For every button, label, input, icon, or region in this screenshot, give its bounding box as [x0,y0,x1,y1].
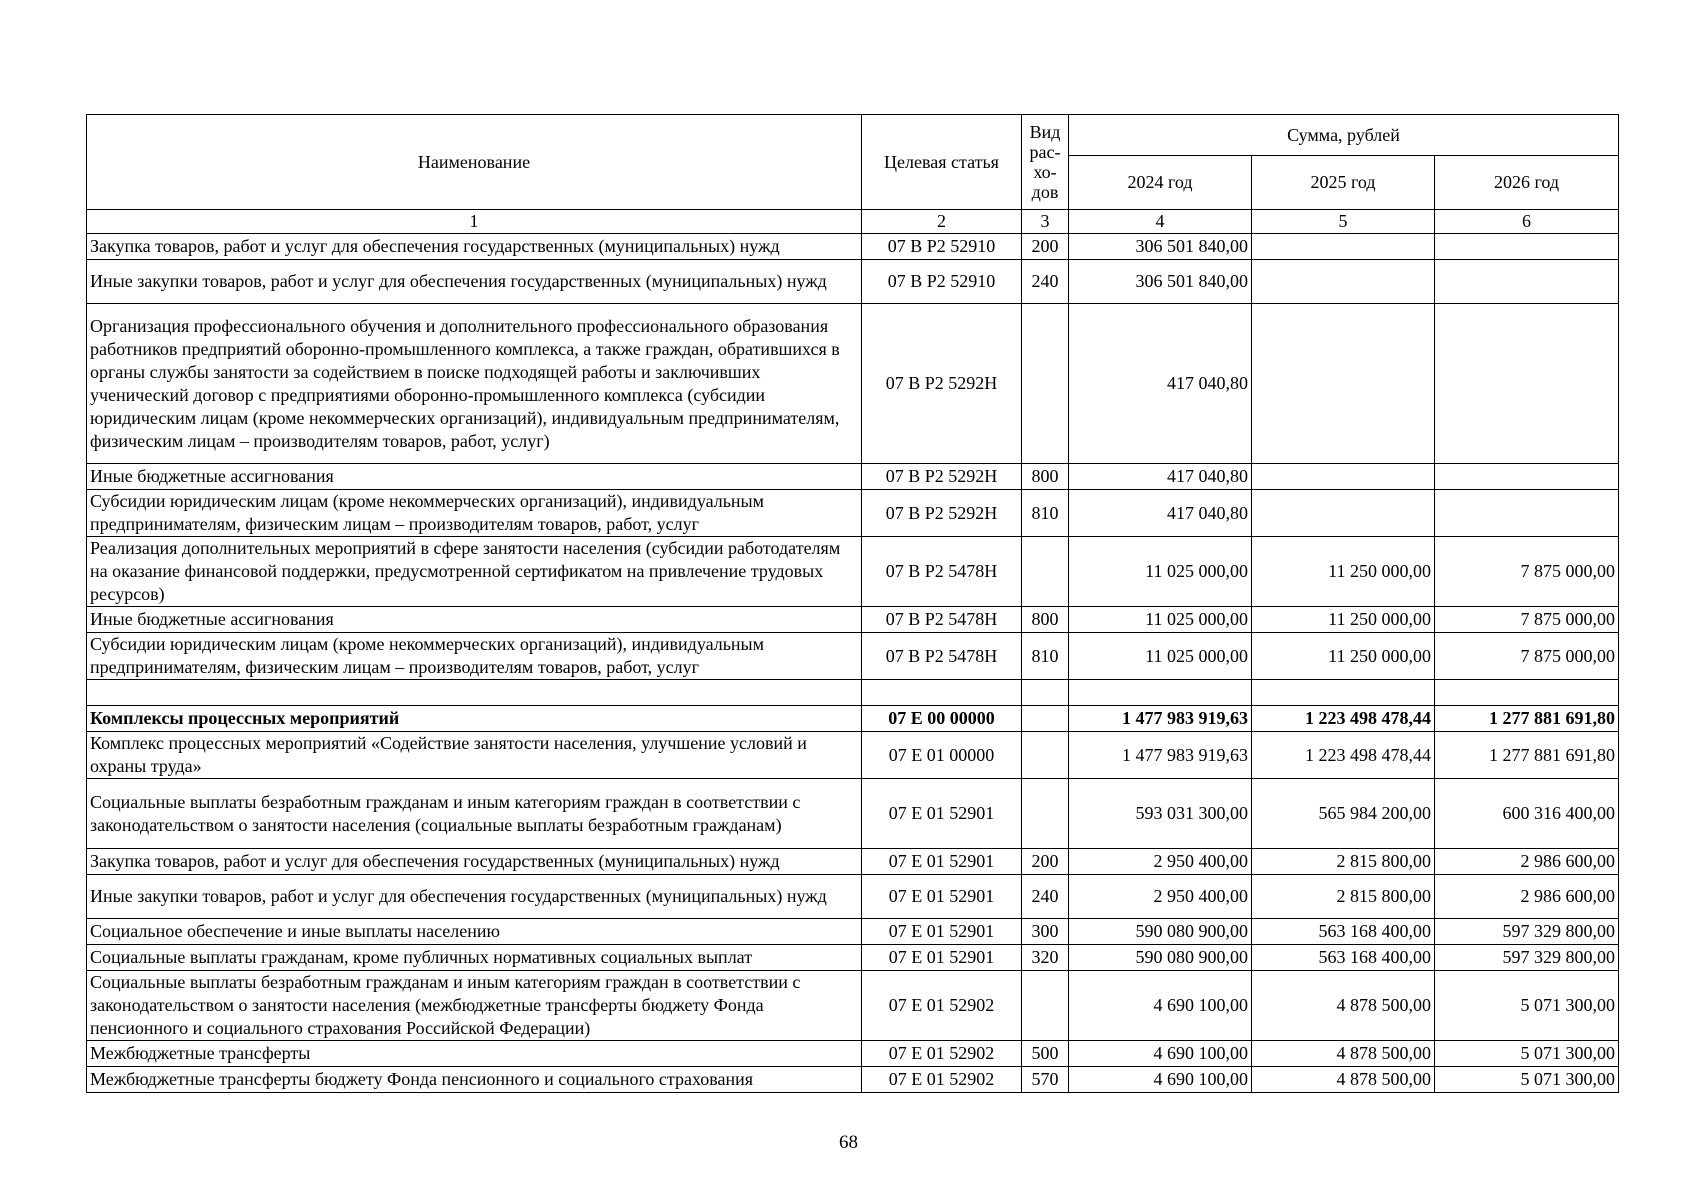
row-sum-2025: 565 984 200,00 [1252,779,1435,849]
row-name [87,680,862,706]
table-row [87,490,1619,537]
row-sum-2026: 1 277 881 691,80 [1435,706,1619,732]
row-target-code: 07 В Р2 5478Н [862,537,1022,607]
row-expense-kind: 200 [1022,849,1069,875]
row-sum-2024: 11 025 000,00 [1069,537,1252,607]
row-sum-2024: 11 025 000,00 [1069,633,1252,680]
row-name: Реализация дополнительных мероприятий в сфере занятости населения (субсидии работодателям на оказание финансовой поддержки, предусмотренной сертификатом на привлечение трудовых ресурсов) [87,537,862,607]
row-target-code: 07 В Р2 5478Н [862,607,1022,633]
table-row [87,849,1619,875]
row-target-code: 07 Е 01 52901 [862,849,1022,875]
row-sum-2025 [1252,304,1435,464]
row-sum-2024: 590 080 900,00 [1069,945,1252,971]
row-sum-2025: 11 250 000,00 [1252,633,1435,680]
row-name: Межбюджетные трансферты бюджету Фонда пенсионного и социального страхования [87,1067,862,1093]
column-number-row [87,210,1619,234]
row-sum-2025: 2 815 800,00 [1252,849,1435,875]
table-row [87,779,1619,849]
row-expense-kind: 800 [1022,464,1069,490]
row-target-code: 07 Е 01 52901 [862,945,1022,971]
row-expense-kind [1022,706,1069,732]
row-expense-kind: 800 [1022,607,1069,633]
column-number: 6 [1435,210,1619,234]
row-sum-2026: 2 986 600,00 [1435,875,1619,919]
row-sum-2024: 306 501 840,00 [1069,260,1252,304]
table-row [87,971,1619,1041]
table-row [87,464,1619,490]
row-sum-2026: 7 875 000,00 [1435,537,1619,607]
row-expense-kind [1022,971,1069,1041]
row-target-code: 07 Е 01 52902 [862,971,1022,1041]
row-sum-2026: 5 071 300,00 [1435,1067,1619,1093]
row-expense-kind: 300 [1022,919,1069,945]
row-expense-kind: 810 [1022,633,1069,680]
table-row [87,633,1619,680]
row-sum-2026: 1 277 881 691,80 [1435,732,1619,779]
row-target-code: 07 Е 01 52901 [862,919,1022,945]
row-target-code: 07 В Р2 52910 [862,234,1022,260]
row-sum-2024: 417 040,80 [1069,304,1252,464]
row-sum-2026: 2 986 600,00 [1435,849,1619,875]
table-row [87,234,1619,260]
row-sum-2025: 1 223 498 478,44 [1252,706,1435,732]
header-sum: Сумма, рублей [1069,115,1619,156]
row-sum-2025 [1252,490,1435,537]
table-row [87,304,1619,464]
row-target-code: 07 В Р2 5292Н [862,304,1022,464]
row-sum-2025: 563 168 400,00 [1252,919,1435,945]
row-sum-2025 [1252,260,1435,304]
row-sum-2024: 306 501 840,00 [1069,234,1252,260]
row-target-code: 07 В Р2 5292Н [862,490,1022,537]
row-sum-2026: 597 329 800,00 [1435,919,1619,945]
header-name: Наименование [87,115,862,210]
row-name: Иные закупки товаров, работ и услуг для обеспечения государственных (муниципальных) нужд [87,875,862,919]
row-sum-2025 [1252,464,1435,490]
row-name: Межбюджетные трансферты [87,1041,862,1067]
row-expense-kind [1022,680,1069,706]
table-row [87,680,1619,706]
row-expense-kind [1022,732,1069,779]
table-body [87,234,1619,1093]
row-sum-2026 [1435,464,1619,490]
row-sum-2025: 563 168 400,00 [1252,945,1435,971]
row-expense-kind [1022,537,1069,607]
row-sum-2024: 4 690 100,00 [1069,1041,1252,1067]
row-sum-2026: 5 071 300,00 [1435,971,1619,1041]
table-row [87,875,1619,919]
column-number: 1 [87,210,862,234]
row-target-code: 07 Е 00 00000 [862,706,1022,732]
row-target-code: 07 Е 01 00000 [862,732,1022,779]
row-target-code: 07 Е 01 52901 [862,875,1022,919]
row-name: Закупка товаров, работ и услуг для обеспечения государственных (муниципальных) нужд [87,849,862,875]
row-sum-2025 [1252,680,1435,706]
row-name: Социальные выплаты безработным гражданам и иным категориям граждан в соответствии с законодательством о занятости населения (межбюджетные трансферты бюджету Фонда пенсионного и социального страхования Российской Федерации) [87,971,862,1041]
row-sum-2026 [1435,260,1619,304]
row-expense-kind [1022,779,1069,849]
table-row [87,537,1619,607]
table-row [87,1067,1619,1093]
row-sum-2024: 4 690 100,00 [1069,1067,1252,1093]
row-sum-2026 [1435,680,1619,706]
row-sum-2026: 597 329 800,00 [1435,945,1619,971]
header-2026: 2026 год [1435,156,1619,210]
row-name: Иные бюджетные ассигнования [87,607,862,633]
row-name: Субсидии юридическим лицам (кроме некоммерческих организаций), индивидуальным предпринимателям, физическим лицам – производителям товаров, работ, услуг [87,633,862,680]
table-row [87,732,1619,779]
table-row [87,945,1619,971]
row-sum-2026: 7 875 000,00 [1435,607,1619,633]
column-number: 5 [1252,210,1435,234]
budget-table [86,114,1619,1093]
row-sum-2026 [1435,304,1619,464]
column-number: 3 [1022,210,1069,234]
table-row [87,706,1619,732]
row-sum-2026: 5 071 300,00 [1435,1041,1619,1067]
row-name: Закупка товаров, работ и услуг для обеспечения государственных (муниципальных) нужд [87,234,862,260]
row-name: Иные закупки товаров, работ и услуг для обеспечения государственных (муниципальных) нужд [87,260,862,304]
row-sum-2025: 11 250 000,00 [1252,607,1435,633]
row-name: Организация профессионального обучения и дополнительного профессионального образования работников предприятий оборонно-промышленного комплекса, а также граждан, обратившихся в органы службы занятости за содействием в поиске подходящей работы и заключивших ученический договор с предприятиями оборонно-промышленного комплекса (субсидии юридическим лицам (кроме некоммерческих организаций), индивидуальным предпринимателям, физическим лицам – производителям товаров, работ, услуг) [87,304,862,464]
row-target-code: 07 Е 01 52901 [862,779,1022,849]
row-target-code: 07 Е 01 52902 [862,1067,1022,1093]
row-name: Комплекс процессных мероприятий «Содействие занятости населения, улучшение условий и охраны труда» [87,732,862,779]
row-name: Социальные выплаты безработным гражданам и иным категориям граждан в соответствии с законодательством о занятости населения (социальные выплаты безработным гражданам) [87,779,862,849]
table-row [87,1041,1619,1067]
row-sum-2026 [1435,234,1619,260]
row-sum-2024: 1 477 983 919,63 [1069,732,1252,779]
page-number: 68 [839,1132,858,1153]
row-sum-2024: 4 690 100,00 [1069,971,1252,1041]
row-expense-kind: 320 [1022,945,1069,971]
row-sum-2024: 417 040,80 [1069,490,1252,537]
column-number: 2 [862,210,1022,234]
row-expense-kind [1022,304,1069,464]
row-sum-2024: 1 477 983 919,63 [1069,706,1252,732]
row-name: Субсидии юридическим лицам (кроме некоммерческих организаций), индивидуальным предпринимателям, физическим лицам – производителям товаров, работ, услуг [87,490,862,537]
row-sum-2024: 590 080 900,00 [1069,919,1252,945]
row-sum-2024: 11 025 000,00 [1069,607,1252,633]
row-expense-kind: 500 [1022,1041,1069,1067]
row-sum-2025: 4 878 500,00 [1252,1041,1435,1067]
row-sum-2026: 600 316 400,00 [1435,779,1619,849]
row-sum-2026: 7 875 000,00 [1435,633,1619,680]
row-target-code: 07 В Р2 5478Н [862,633,1022,680]
row-name: Социальное обеспечение и иные выплаты населению [87,919,862,945]
column-number: 4 [1069,210,1252,234]
row-sum-2024: 2 950 400,00 [1069,849,1252,875]
row-sum-2025: 11 250 000,00 [1252,537,1435,607]
row-target-code: 07 Е 01 52902 [862,1041,1022,1067]
table-row [87,260,1619,304]
row-sum-2025: 2 815 800,00 [1252,875,1435,919]
row-expense-kind: 810 [1022,490,1069,537]
row-sum-2025: 4 878 500,00 [1252,971,1435,1041]
table-row [87,919,1619,945]
header-target: Целевая статья [862,115,1022,210]
row-name: Комплексы процессных мероприятий [87,706,862,732]
row-target-code: 07 В Р2 52910 [862,260,1022,304]
row-sum-2024: 593 031 300,00 [1069,779,1252,849]
row-sum-2024: 2 950 400,00 [1069,875,1252,919]
header-2025: 2025 год [1252,156,1435,210]
row-expense-kind: 200 [1022,234,1069,260]
row-name: Социальные выплаты гражданам, кроме публичных нормативных социальных выплат [87,945,862,971]
row-sum-2026 [1435,490,1619,537]
row-expense-kind: 240 [1022,875,1069,919]
row-name: Иные бюджетные ассигнования [87,464,862,490]
row-sum-2025: 1 223 498 478,44 [1252,732,1435,779]
table-row [87,607,1619,633]
row-sum-2024 [1069,680,1252,706]
row-expense-kind: 240 [1022,260,1069,304]
row-sum-2025 [1252,234,1435,260]
header-2024: 2024 год [1069,156,1252,210]
header-kind: Вид рас-хо-дов [1022,115,1069,210]
row-sum-2024: 417 040,80 [1069,464,1252,490]
row-sum-2025: 4 878 500,00 [1252,1067,1435,1093]
row-target-code [862,680,1022,706]
row-expense-kind: 570 [1022,1067,1069,1093]
row-target-code: 07 В Р2 5292Н [862,464,1022,490]
